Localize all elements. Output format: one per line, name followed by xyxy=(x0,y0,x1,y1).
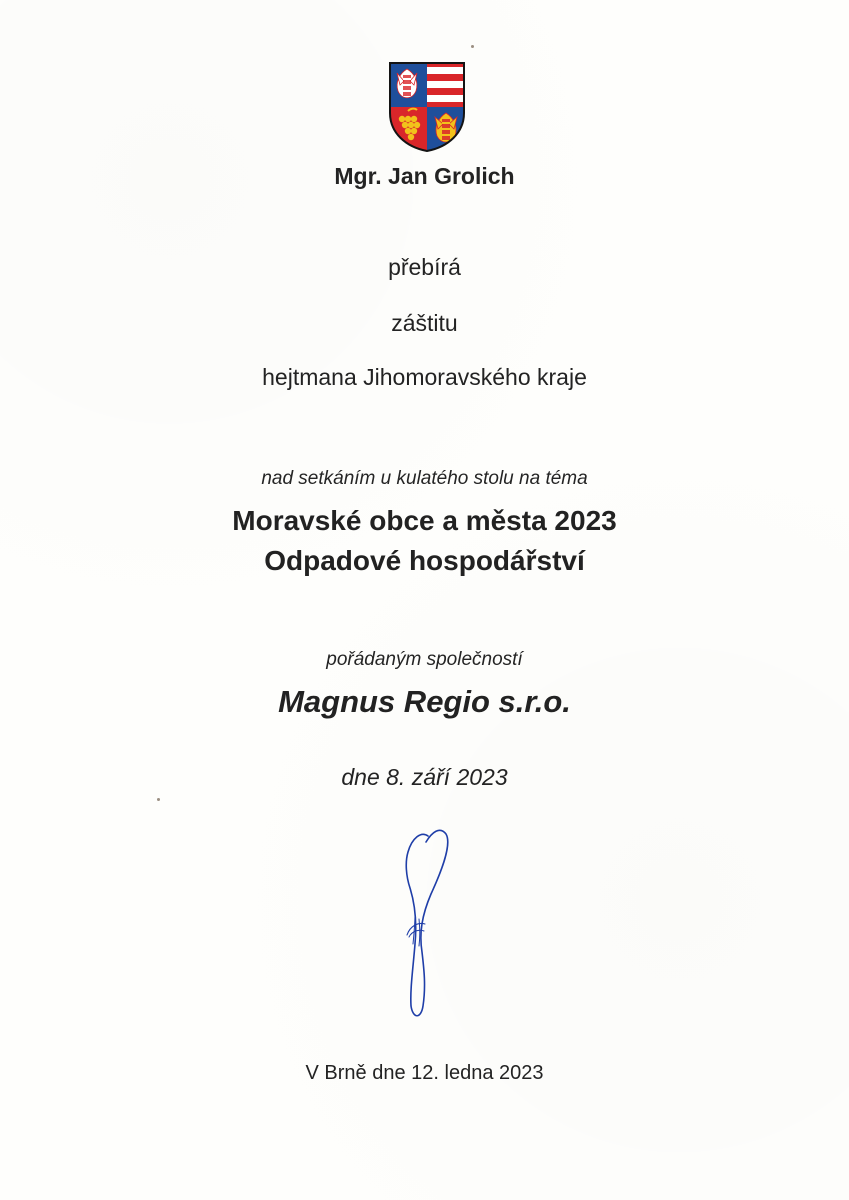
event-title-line-2: Odpadové hospodářství xyxy=(264,545,585,576)
organizer-name: Magnus Regio s.r.o. xyxy=(278,684,571,719)
organized-by-text: pořádaným společností xyxy=(326,649,523,670)
event-date: dne 8. září 2023 xyxy=(341,764,508,790)
paper-speck xyxy=(157,798,160,801)
coat-of-arms-icon xyxy=(388,61,466,153)
event-title-line-1: Moravské obce a města 2023 xyxy=(232,505,617,536)
patronage-verb: přebírá xyxy=(388,254,461,280)
paper-speck xyxy=(471,45,474,48)
signature-icon xyxy=(395,818,455,1028)
event-intro: nad setkáním u kulatého stolu na téma xyxy=(261,468,588,489)
patronage-word: záštitu xyxy=(391,310,458,336)
place-and-date: V Brně dne 12. ledna 2023 xyxy=(305,1062,544,1084)
patron-title: hejtmana Jihomoravského kraje xyxy=(262,364,587,390)
patron-name: Mgr. Jan Grolich xyxy=(334,163,515,189)
